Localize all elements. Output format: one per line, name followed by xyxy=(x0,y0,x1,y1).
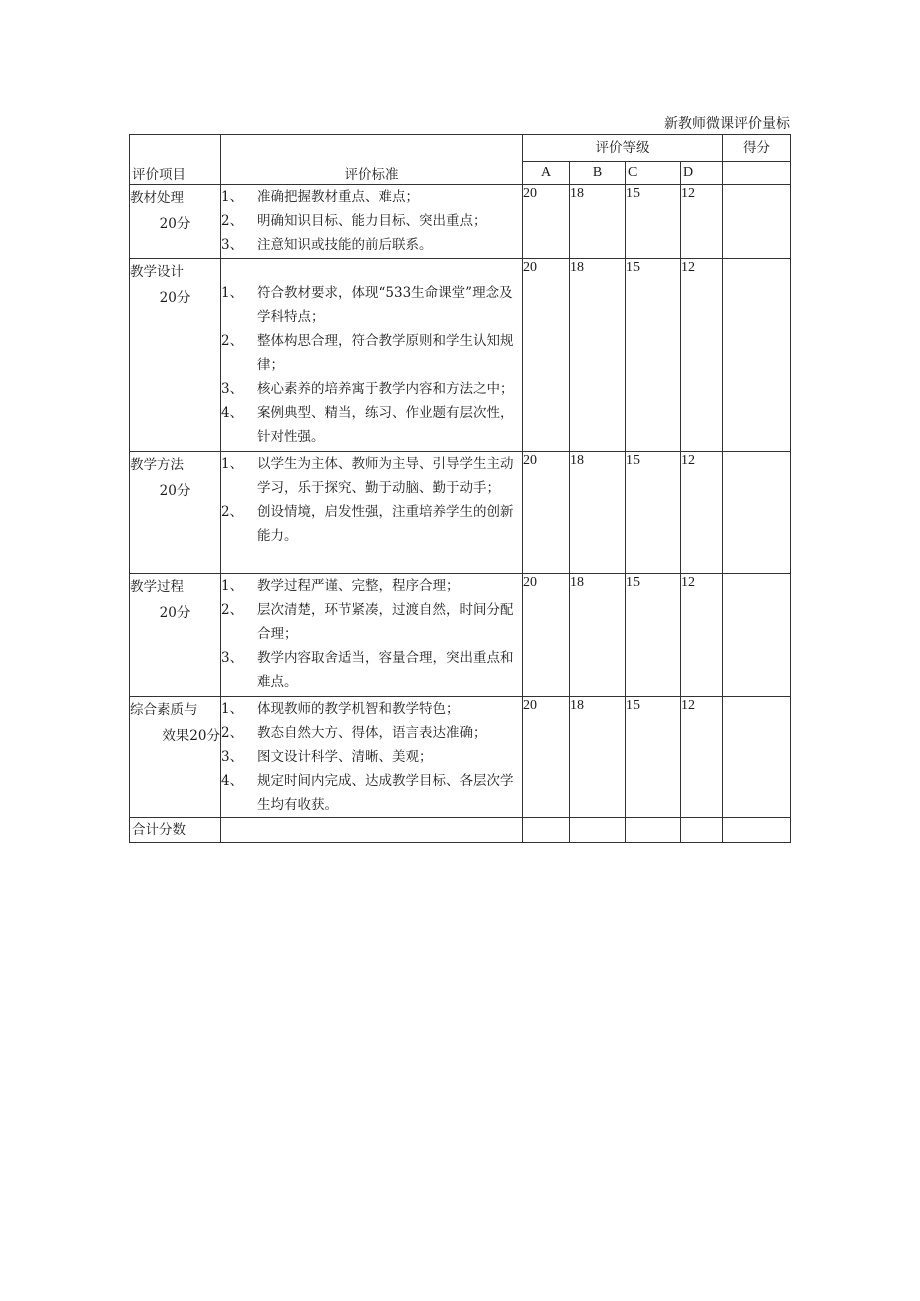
grade-c-value: 15 xyxy=(626,697,681,818)
criteria-item xyxy=(221,769,522,817)
criteria-cell xyxy=(221,452,523,574)
grade-c-value: 15 xyxy=(626,259,681,452)
criteria-text: 以学生为主体、教师为主导、引导学生主动学习，乐于探究、勤于动脑、勤于动手； xyxy=(257,456,514,496)
criteria-cell xyxy=(221,574,523,697)
grade-c-value: 15 xyxy=(626,185,681,259)
score-input-cell[interactable] xyxy=(723,574,791,697)
criteria-text: 创设情境，启发性强，注重培养学生的创新能力。 xyxy=(257,504,514,544)
criteria-number: 1、 xyxy=(221,285,244,301)
criteria-item xyxy=(221,646,522,694)
grade-a-value: 20 xyxy=(523,185,570,259)
criteria-text: 层次清楚，环节紧凑，过渡自然，时间分配合理； xyxy=(257,602,514,642)
criteria-item xyxy=(221,697,522,721)
grade-c-value: 15 xyxy=(626,574,681,697)
grade-letter-c: C xyxy=(626,162,681,185)
criteria-text: 规定时间内完成、达成教学目标、各层次学生均有收获。 xyxy=(257,773,514,813)
grade-a-value: 20 xyxy=(523,259,570,452)
criteria-cell xyxy=(221,259,523,452)
item-cell xyxy=(130,185,221,259)
grade-b-value: 18 xyxy=(570,259,626,452)
grade-d-value: 12 xyxy=(681,574,723,697)
criteria-cell xyxy=(221,185,523,259)
item-score: 20分 xyxy=(159,483,191,499)
criteria-number: 1、 xyxy=(221,456,244,472)
score-input-cell[interactable] xyxy=(723,259,791,452)
grade-d-value: 12 xyxy=(681,185,723,259)
grade-d-value: 12 xyxy=(681,452,723,574)
criteria-number: 2、 xyxy=(221,333,244,349)
total-score-input-cell[interactable] xyxy=(723,818,791,843)
criteria-text: 体现教师的教学机智和教学特色； xyxy=(257,701,460,717)
criteria-text: 教学过程严谨、完整，程序合理； xyxy=(257,578,460,594)
grade-d-value: 12 xyxy=(681,259,723,452)
criteria-number: 2、 xyxy=(221,602,244,618)
grade-letter-d: D xyxy=(681,162,723,185)
header-score: 得分 xyxy=(723,135,791,162)
criteria-number: 1、 xyxy=(221,578,244,594)
item-score: 20分 xyxy=(159,605,191,621)
criteria-text: 整体构思合理，符合教学原则和学生认知规律； xyxy=(257,333,514,373)
rubric-row-teaching-design xyxy=(130,259,791,452)
criteria-text: 准确把握教材重点、难点； xyxy=(257,189,419,205)
header-evaluation-item: 评价项目 xyxy=(130,135,221,185)
item-name: 综合素质与 xyxy=(130,702,198,718)
criteria-number: 4、 xyxy=(221,773,244,789)
total-grade-c-blank xyxy=(626,818,681,843)
score-input-cell[interactable] xyxy=(723,452,791,574)
criteria-text: 核心素养的培养寓于教学内容和方法之中； xyxy=(257,381,514,397)
criteria-item xyxy=(221,721,522,745)
item-score: 20分 xyxy=(159,290,191,306)
total-criteria-blank xyxy=(221,818,523,843)
criteria-item xyxy=(221,209,522,233)
grade-a-value: 20 xyxy=(523,697,570,818)
criteria-item xyxy=(221,329,522,377)
criteria-text: 案例典型、精当，练习、作业题有层次性，针对性强。 xyxy=(257,405,514,445)
criteria-item xyxy=(221,745,522,769)
item-cell xyxy=(130,259,221,452)
item-name: 教材处理 xyxy=(130,190,184,206)
header-score-blank xyxy=(723,162,791,185)
criteria-item xyxy=(221,452,522,500)
item-score: 20分 xyxy=(159,216,191,232)
score-input-cell[interactable] xyxy=(723,185,791,259)
grade-letter-a: A xyxy=(523,162,570,185)
total-score-label: 合计分数 xyxy=(130,818,221,843)
criteria-list xyxy=(221,452,522,548)
criteria-text: 符合教材要求，体现“533生命课堂”理念及学科特点； xyxy=(257,285,513,325)
item-cell xyxy=(130,574,221,697)
criteria-number: 1、 xyxy=(221,189,244,205)
grade-a-value: 20 xyxy=(523,452,570,574)
grade-b-value: 18 xyxy=(570,697,626,818)
criteria-list xyxy=(221,185,522,257)
header-row-top xyxy=(130,135,791,162)
grade-b-value: 18 xyxy=(570,452,626,574)
criteria-list xyxy=(221,574,522,694)
rubric-row-teaching-method xyxy=(130,452,791,574)
criteria-cell xyxy=(221,697,523,818)
criteria-list xyxy=(221,281,522,449)
criteria-number: 3、 xyxy=(221,381,244,397)
evaluation-rubric-table xyxy=(129,134,791,843)
item-score: 效果20分 xyxy=(162,728,220,744)
total-grade-d-blank xyxy=(681,818,723,843)
criteria-text: 教学内容取舍适当，容量合理，突出重点和难点。 xyxy=(257,650,514,690)
criteria-number: 3、 xyxy=(221,749,244,765)
item-name: 教学设计 xyxy=(130,264,184,280)
criteria-item xyxy=(221,233,522,257)
item-cell xyxy=(130,697,221,818)
grade-c-value: 15 xyxy=(626,452,681,574)
rubric-row-teaching-process xyxy=(130,574,791,697)
criteria-text: 明确知识目标、能力目标、突出重点； xyxy=(257,213,487,229)
item-name: 教学过程 xyxy=(130,579,184,595)
total-grade-b-blank xyxy=(570,818,626,843)
rubric-row-material-handling xyxy=(130,185,791,259)
criteria-item xyxy=(221,401,522,449)
criteria-number: 3、 xyxy=(221,237,244,253)
header-evaluation-criteria: 评价标准 xyxy=(221,135,523,185)
total-row xyxy=(130,818,791,843)
criteria-text: 注意知识或技能的前后联系。 xyxy=(257,237,433,253)
criteria-number: 1、 xyxy=(221,701,244,717)
header-evaluation-grade: 评价等级 xyxy=(523,135,723,162)
grade-a-value: 20 xyxy=(523,574,570,697)
item-name: 教学方法 xyxy=(130,457,184,473)
grade-b-value: 18 xyxy=(570,574,626,697)
item-cell xyxy=(130,452,221,574)
criteria-item xyxy=(221,377,522,401)
grade-letter-b: B xyxy=(570,162,626,185)
grade-d-value: 12 xyxy=(681,697,723,818)
score-input-cell[interactable] xyxy=(723,697,791,818)
criteria-text: 图文设计科学、清晰、美观； xyxy=(257,749,433,765)
criteria-list xyxy=(221,697,522,817)
criteria-item xyxy=(221,185,522,209)
document-title: 新教师微课评价量标 xyxy=(664,116,790,132)
criteria-number: 2、 xyxy=(221,213,244,229)
criteria-number: 3、 xyxy=(221,650,244,666)
criteria-item xyxy=(221,598,522,646)
criteria-number: 2、 xyxy=(221,725,244,741)
criteria-number: 4、 xyxy=(221,405,244,421)
rubric-row-overall-quality xyxy=(130,697,791,818)
total-grade-a-blank xyxy=(523,818,570,843)
criteria-number: 2、 xyxy=(221,504,244,520)
criteria-item xyxy=(221,574,522,598)
grade-b-value: 18 xyxy=(570,185,626,259)
criteria-text: 教态自然大方、得体，语言表达准确； xyxy=(257,725,487,741)
criteria-item xyxy=(221,500,522,548)
criteria-item xyxy=(221,281,522,329)
